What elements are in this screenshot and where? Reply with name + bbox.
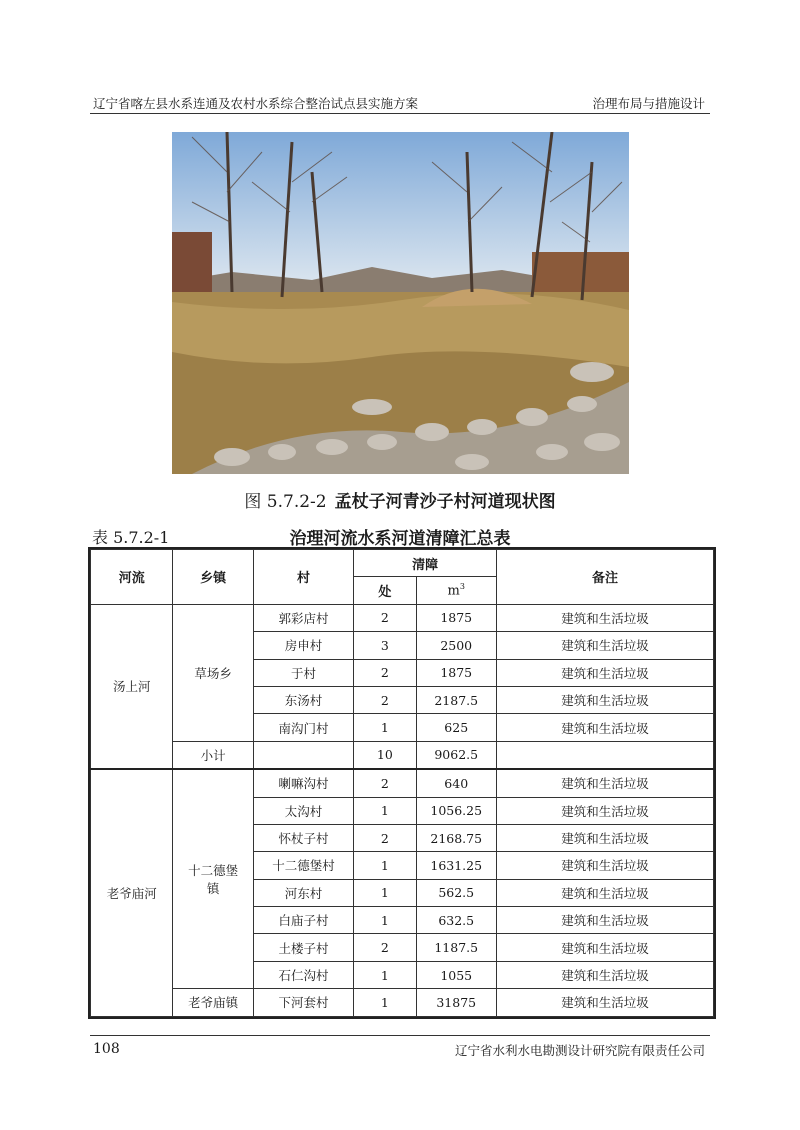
remark-cell: 建筑和生活垃圾 — [496, 632, 713, 659]
count-cell: 2 — [354, 686, 416, 713]
volume-cell: 632.5 — [416, 907, 496, 934]
header-clearance: 清障 — [354, 550, 497, 577]
village-cell: 石仁沟村 — [253, 961, 353, 988]
volume-cell: 2187.5 — [416, 686, 496, 713]
count-cell: 1 — [354, 852, 416, 879]
subtotal-row — [91, 741, 714, 769]
header-village: 村 — [253, 550, 353, 605]
count-cell: 1 — [354, 961, 416, 988]
volume-cell: 1875 — [416, 659, 496, 686]
count-cell: 1 — [354, 907, 416, 934]
village-cell: 东汤村 — [253, 686, 353, 713]
volume-cell: 2168.75 — [416, 824, 496, 851]
subtotal-volume: 9062.5 — [416, 741, 496, 769]
remark-cell: 建筑和生活垃圾 — [496, 604, 713, 631]
running-header-title: 辽宁省喀左县水系连通及农村水系综合整治试点县实施方案 — [93, 96, 419, 111]
count-cell: 1 — [354, 989, 416, 1016]
subtotal-village — [253, 741, 353, 769]
remark-cell: 建筑和生活垃圾 — [496, 797, 713, 824]
remark-cell: 建筑和生活垃圾 — [496, 769, 713, 797]
remark-cell: 建筑和生活垃圾 — [496, 934, 713, 961]
table-header-row — [91, 550, 714, 577]
village-cell: 河东村 — [253, 879, 353, 906]
remark-cell: 建筑和生活垃圾 — [496, 659, 713, 686]
header-rule — [90, 113, 710, 114]
township-cell: 十二德堡 镇 — [173, 769, 253, 989]
remark-cell: 建筑和生活垃圾 — [496, 852, 713, 879]
remark-cell: 建筑和生活垃圾 — [496, 989, 713, 1016]
remark-cell: 建筑和生活垃圾 — [496, 879, 713, 906]
village-cell: 下河套村 — [253, 989, 353, 1016]
river-cell: 老爷庙河 — [91, 769, 173, 1016]
remark-cell: 建筑和生活垃圾 — [496, 824, 713, 851]
header-volume: $m^3$ — [416, 577, 496, 604]
header-township: 乡镇 — [173, 550, 253, 605]
village-cell: 十二德堡村 — [253, 852, 353, 879]
township-cell: 老爷庙镇 — [173, 989, 253, 1016]
village-cell: 南沟门村 — [253, 714, 353, 741]
township-cell: 草场乡 — [173, 604, 253, 741]
header-river: 河流 — [91, 550, 173, 605]
count-cell: 2 — [354, 934, 416, 961]
village-cell: 郭彩店村 — [253, 604, 353, 631]
table-row — [91, 769, 714, 797]
table-row — [91, 604, 714, 631]
header-remark: 备注 — [496, 550, 713, 605]
river-channel-photo — [172, 132, 629, 474]
count-cell: 2 — [354, 659, 416, 686]
village-cell: 于村 — [253, 659, 353, 686]
village-cell: 喇嘛沟村 — [253, 769, 353, 797]
header-count: 处 — [354, 577, 416, 604]
volume-cell: 1631.25 — [416, 852, 496, 879]
volume-cell: 562.5 — [416, 879, 496, 906]
village-cell: 白庙子村 — [253, 907, 353, 934]
volume-cell: 1187.5 — [416, 934, 496, 961]
volume-cell: 31875 — [416, 989, 496, 1016]
subtotal-count: 10 — [354, 741, 416, 769]
table-title: 治理河流水系河道清障汇总表 — [289, 529, 511, 549]
count-cell: 2 — [354, 604, 416, 631]
volume-cell: 1055 — [416, 961, 496, 988]
organization-name: 辽宁省水利水电勘测设计研究院有限责任公司 — [454, 1043, 705, 1058]
volume-cell: 640 — [416, 769, 496, 797]
page-number: 108 — [93, 1041, 120, 1057]
volume-cell: 625 — [416, 714, 496, 741]
remark-cell: 建筑和生活垃圾 — [496, 714, 713, 741]
figure-title: 孟杖子河青沙子村河道现状图 — [334, 492, 556, 512]
table-row — [91, 989, 714, 1016]
village-cell: 房申村 — [253, 632, 353, 659]
footer-rule — [90, 1035, 710, 1036]
clearance-table — [88, 547, 716, 1019]
volume-cell: 1875 — [416, 604, 496, 631]
remark-cell: 建筑和生活垃圾 — [496, 961, 713, 988]
river-cell: 汤上河 — [91, 604, 173, 769]
volume-cell: 2500 — [416, 632, 496, 659]
subtotal-label: 小计 — [173, 741, 253, 769]
count-cell: 1 — [354, 879, 416, 906]
remark-cell: 建筑和生活垃圾 — [496, 907, 713, 934]
count-cell: 2 — [354, 824, 416, 851]
village-cell: 怀杖子村 — [253, 824, 353, 851]
count-cell: 3 — [354, 632, 416, 659]
subtotal-remark — [496, 741, 713, 769]
volume-cell: 1056.25 — [416, 797, 496, 824]
running-header-section: 治理布局与措施设计 — [592, 96, 705, 111]
figure-number: 图 5.7.2-2 — [244, 492, 327, 512]
village-cell: 太沟村 — [253, 797, 353, 824]
count-cell: 1 — [354, 797, 416, 824]
village-cell: 土楼子村 — [253, 934, 353, 961]
count-cell: 2 — [354, 769, 416, 797]
remark-cell: 建筑和生活垃圾 — [496, 686, 713, 713]
count-cell: 1 — [354, 714, 416, 741]
table-number: 表 5.7.2-1 — [92, 528, 170, 547]
figure-caption — [0, 487, 800, 512]
